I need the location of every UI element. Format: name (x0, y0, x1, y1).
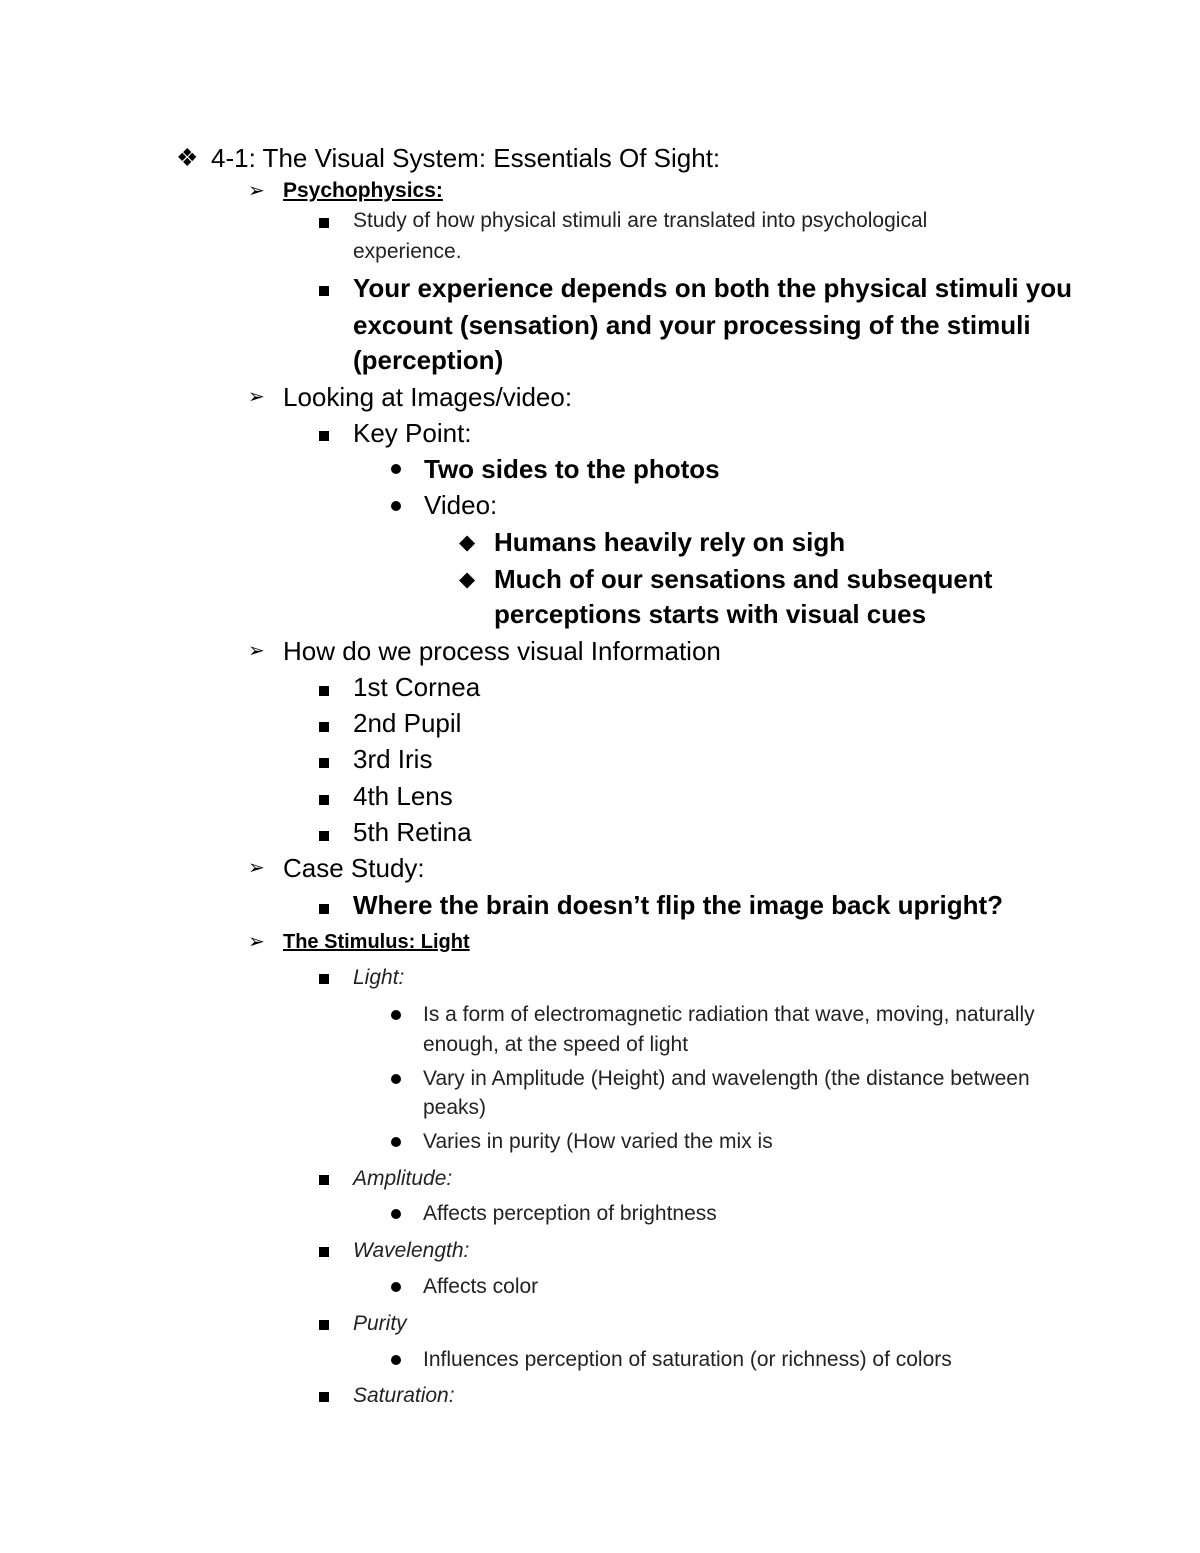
list-item: Amplitude: (353, 1167, 453, 1190)
list-item-continued: enough, at the speed of light (423, 1033, 689, 1056)
circle-bullet-icon (391, 1209, 401, 1219)
list-item: Affects perception of brightness (423, 1202, 717, 1225)
circle-bullet-icon (391, 1355, 401, 1365)
circle-bullet-icon (391, 1010, 401, 1020)
arrow-bullet-icon: ➢ (248, 640, 265, 662)
arrow-bullet-icon: ➢ (248, 931, 265, 953)
section-heading-case-study: Case Study: (283, 853, 425, 883)
list-item: Your experience depends on both the physical stimuli you (353, 273, 1072, 303)
square-bullet-icon (319, 686, 329, 696)
list-item: Video: (424, 490, 498, 520)
section-heading-psychophysics: Psychophysics: (283, 179, 443, 202)
circle-bullet-icon (391, 501, 401, 511)
list-item: 2nd Pupil (353, 708, 462, 738)
list-item: 1st Cornea (353, 672, 481, 702)
diamond-bullet-icon: ❖ (176, 144, 199, 172)
circle-bullet-icon (391, 1282, 401, 1292)
list-item-continued: peaks) (423, 1096, 487, 1119)
list-item: Study of how physical stimuli are translated into psychological (353, 209, 928, 232)
list-item-continued: excount (sensation) and your processing of the stimuli (353, 310, 1031, 340)
square-bullet-icon (319, 1392, 329, 1402)
square-bullet-icon (319, 1320, 329, 1330)
list-item: Two sides to the photos (424, 454, 720, 484)
list-item: Saturation: (353, 1384, 455, 1407)
square-bullet-icon (319, 431, 329, 441)
list-item: Influences perception of saturation (or richness) of colors (423, 1348, 952, 1371)
list-item: Purity (353, 1312, 407, 1335)
list-item: Light: (353, 966, 405, 989)
page-title: 4-1: The Visual System: Essentials Of Sight: (211, 143, 721, 173)
square-bullet-icon (319, 1175, 329, 1185)
square-bullet-icon (319, 722, 329, 732)
list-item-continued: perceptions starts with visual cues (494, 599, 927, 629)
square-bullet-icon (319, 1247, 329, 1257)
small-diamond-bullet-icon: ◆ (459, 531, 476, 554)
circle-bullet-icon (391, 1074, 401, 1084)
section-heading-stimulus: The Stimulus: Light (283, 931, 470, 953)
list-item: Varies in purity (How varied the mix is (423, 1130, 773, 1153)
section-heading-images: Looking at Images/video: (283, 382, 573, 412)
square-bullet-icon (319, 218, 329, 228)
list-item: Where the brain doesn’t flip the image back upright? (353, 890, 1004, 920)
list-item: 4th Lens (353, 781, 453, 811)
circle-bullet-icon (391, 464, 401, 474)
list-item: Vary in Amplitude (Height) and wavelength (the distance between (423, 1067, 1030, 1090)
section-heading-process: How do we process visual Information (283, 636, 721, 666)
circle-bullet-icon (391, 1137, 401, 1147)
list-item: Wavelength: (353, 1239, 470, 1262)
list-item: Much of our sensations and subsequent (494, 564, 993, 594)
square-bullet-icon (319, 831, 329, 841)
small-diamond-bullet-icon: ◆ (459, 568, 476, 591)
square-bullet-icon (319, 758, 329, 768)
square-bullet-icon (319, 286, 329, 296)
list-item: 5th Retina (353, 817, 472, 847)
list-item: Key Point: (353, 418, 472, 448)
list-item-continued: experience. (353, 240, 462, 263)
square-bullet-icon (319, 974, 329, 984)
list-item: 3rd Iris (353, 744, 433, 774)
square-bullet-icon (319, 795, 329, 805)
arrow-bullet-icon: ➢ (248, 386, 265, 408)
list-item-continued: (perception) (353, 345, 504, 375)
square-bullet-icon (319, 904, 329, 914)
arrow-bullet-icon: ➢ (248, 857, 265, 879)
list-item: Humans heavily rely on sigh (494, 527, 846, 557)
arrow-bullet-icon: ➢ (248, 180, 265, 202)
list-item: Is a form of electromagnetic radiation that wave, moving, naturally (423, 1003, 1035, 1026)
list-item: Affects color (423, 1275, 539, 1298)
